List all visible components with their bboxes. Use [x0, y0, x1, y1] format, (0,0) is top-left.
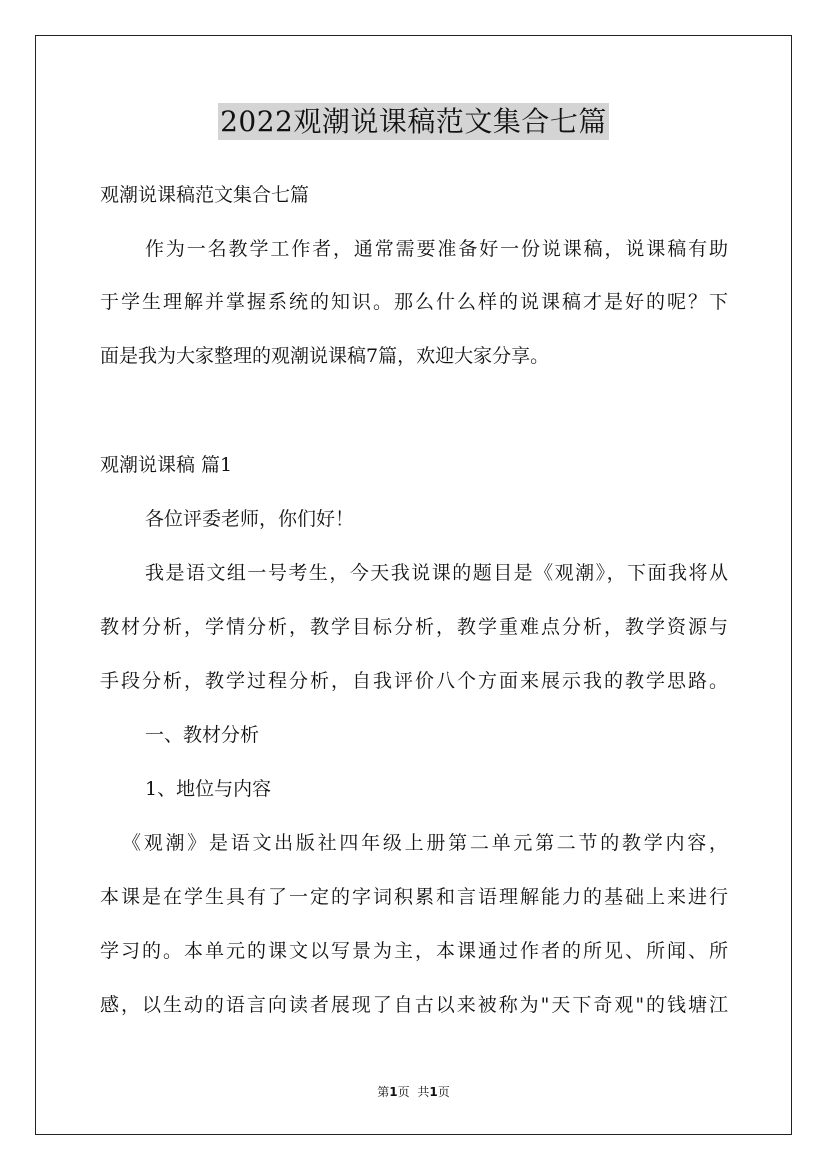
- page-footer: [0, 1083, 827, 1100]
- para1-line-1: 我是语文组一号考生，今天我说课的题目是《观潮》，下面我将从: [145, 562, 728, 584]
- para2-line-4: 感，以生动的语言向读者展现了自古以来被称为"天下奇观"的钱塘江: [100, 994, 728, 1016]
- greeting: 各位评委老师，你们好！: [145, 508, 355, 530]
- footer-total-suffix: 页: [437, 1085, 450, 1099]
- footer-page-number: 1: [389, 1085, 398, 1099]
- para2-line-2: 本课是在学生具有了一定的字词积累和言语理解能力的基础上来进行: [100, 886, 728, 908]
- intro-line-1: 作为一名教学工作者，通常需要准备好一份说课稿，说课稿有助: [145, 238, 728, 260]
- footer-page-suffix: 页: [397, 1085, 410, 1099]
- heading-1: 一、教材分析: [145, 724, 260, 746]
- footer-page-prefix: 第: [377, 1085, 390, 1099]
- document-subtitle: 观潮说课稿范文集合七篇: [100, 184, 310, 206]
- heading-1-1: 1、地位与内容: [145, 778, 272, 800]
- document-title-text: 2022观潮说课稿范文集合七篇: [220, 105, 607, 138]
- footer-total-prefix: 共: [417, 1085, 430, 1099]
- para2-line-1: 《观潮》是语文出版社四年级上册第二单元第二节的教学内容，: [122, 832, 728, 854]
- para2-line-3: 学习的。本单元的课文以写景为主，本课通过作者的所见、所闻、所: [100, 940, 728, 962]
- document-title: [0, 101, 827, 142]
- footer-total-number: 1: [429, 1085, 438, 1099]
- intro-line-3: 面是我为大家整理的观潮说课稿7篇，欢迎大家分享。: [100, 345, 550, 367]
- para1-line-2: 教材分析，学情分析，教学目标分析，教学重难点分析，教学资源与: [100, 616, 728, 638]
- section-heading: 观潮说课稿 篇1: [100, 454, 233, 476]
- intro-line-2: 于学生理解并掌握系统的知识。那么什么样的说课稿才是好的呢？下: [100, 291, 728, 313]
- para1-line-3: 手段分析，教学过程分析，自我评价八个方面来展示我的教学思路。: [100, 670, 728, 692]
